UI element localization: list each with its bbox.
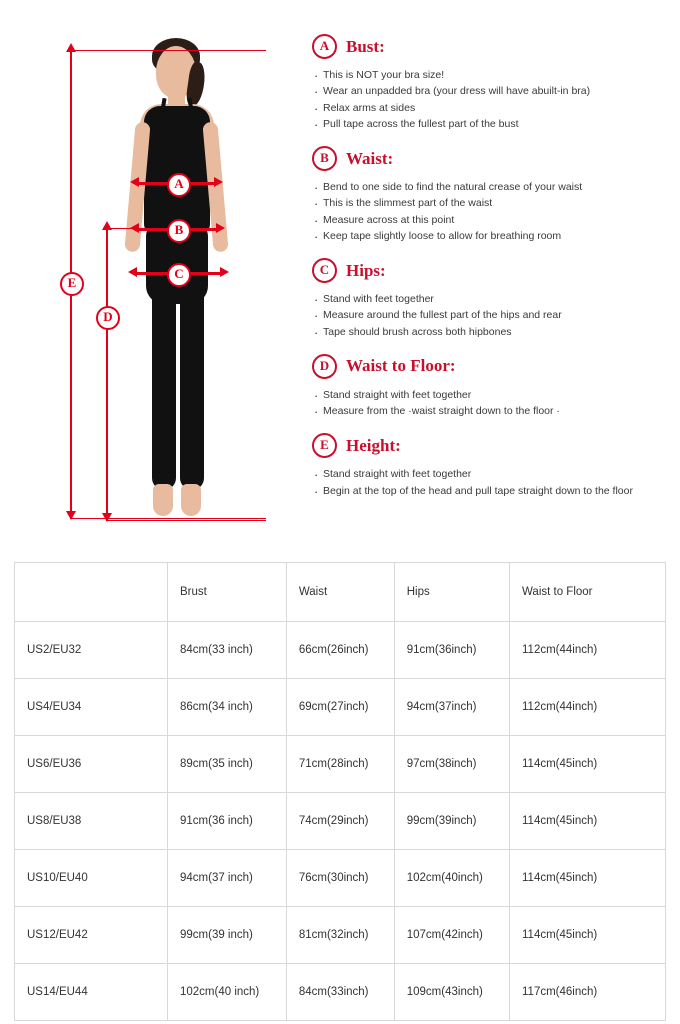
list-item: · Relax arms at sides — [312, 100, 668, 116]
cell-waist-to-floor: 112cm(44inch) — [510, 679, 666, 736]
title-waist: Waist: — [346, 148, 394, 168]
column-header-size — [15, 563, 168, 622]
cell-waist: 69cm(27inch) — [286, 679, 394, 736]
cell-waist: 66cm(26inch) — [286, 622, 394, 679]
bust-arrow-left-icon — [130, 177, 139, 187]
list-item: · This is the slimmest part of the waist — [312, 195, 668, 211]
figure-label-hips: C — [167, 263, 191, 287]
cell-waist: 76cm(30inch) — [286, 850, 394, 907]
column-header-bust: Brust — [168, 563, 287, 622]
figure-label-bust: A — [167, 173, 191, 197]
badge-waist: B — [312, 146, 337, 171]
cell-size: US10/EU40 — [15, 850, 168, 907]
cell-bust: 91cm(36 inch) — [168, 793, 287, 850]
badge-height: E — [312, 433, 337, 458]
list-item: · Stand with feet together — [312, 291, 668, 307]
list-item: · Stand straight with feet together — [312, 466, 668, 482]
table-row — [15, 964, 666, 1021]
figure-foot-left — [153, 484, 173, 516]
badge-hips: C — [312, 258, 337, 283]
figure-leg-right — [180, 290, 204, 490]
table-row — [15, 907, 666, 964]
bullets-hips — [312, 291, 668, 340]
figure-label-waist: B — [167, 219, 191, 243]
instruction-block-waist-to-floor — [312, 354, 668, 420]
instruction-head-bust — [312, 34, 668, 59]
instructions-column — [312, 34, 668, 513]
instruction-head-waist — [312, 146, 668, 171]
cell-bust: 99cm(39 inch) — [168, 907, 287, 964]
instruction-head-waist-to-floor — [312, 354, 668, 379]
cell-bust: 102cm(40 inch) — [168, 964, 287, 1021]
title-waist-to-floor: Waist to Floor: — [346, 356, 456, 376]
figure-label-height: E — [60, 272, 84, 296]
list-item: · Tape should brush across both hipbones — [312, 324, 668, 340]
cell-waist-to-floor: 114cm(45inch) — [510, 793, 666, 850]
table-row — [15, 622, 666, 679]
cell-hips: 99cm(39inch) — [394, 793, 509, 850]
figure-foot-right — [181, 484, 201, 516]
list-item: · Pull tape across the fullest part of the bust — [312, 116, 668, 132]
instruction-block-height — [312, 433, 668, 499]
bust-arrow-right-icon — [214, 177, 223, 187]
table-header-row — [15, 563, 666, 622]
hips-arrow-left-icon — [128, 267, 137, 277]
list-item: · Measure across at this point — [312, 212, 668, 228]
cell-bust: 84cm(33 inch) — [168, 622, 287, 679]
table-row — [15, 793, 666, 850]
badge-waist-to-floor: D — [312, 354, 337, 379]
cell-waist: 74cm(29inch) — [286, 793, 394, 850]
list-item: · Measure from the ·waist straight down to the floor · — [312, 403, 668, 419]
cell-size: US2/EU32 — [15, 622, 168, 679]
instruction-block-waist — [312, 146, 668, 244]
waist-to-floor-tick-top — [106, 228, 140, 229]
column-header-hips: Hips — [394, 563, 509, 622]
cell-size: US6/EU36 — [15, 736, 168, 793]
list-item: · Bend to one side to find the natural crease of your waist — [312, 179, 668, 195]
figure-leg-left — [152, 290, 176, 490]
bullets-height — [312, 466, 668, 499]
cell-size: US8/EU38 — [15, 793, 168, 850]
cell-hips: 107cm(42inch) — [394, 907, 509, 964]
cell-waist: 81cm(32inch) — [286, 907, 394, 964]
figure-label-waist-to-floor: D — [96, 306, 120, 330]
cell-waist-to-floor: 112cm(44inch) — [510, 622, 666, 679]
cell-size: US12/EU42 — [15, 907, 168, 964]
instruction-head-hips — [312, 258, 668, 283]
cell-waist-to-floor: 114cm(45inch) — [510, 850, 666, 907]
cell-bust: 86cm(34 inch) — [168, 679, 287, 736]
cell-size: US14/EU44 — [15, 964, 168, 1021]
list-item: · Measure around the fullest part of the hips and rear — [312, 307, 668, 323]
bullets-bust — [312, 67, 668, 132]
list-item: · Begin at the top of the head and pull tape straight down to the floor — [312, 483, 668, 499]
cell-hips: 97cm(38inch) — [394, 736, 509, 793]
waist-to-floor-tick-bottom — [106, 520, 266, 521]
table-row — [15, 736, 666, 793]
cell-hips: 102cm(40inch) — [394, 850, 509, 907]
cell-hips: 91cm(36inch) — [394, 622, 509, 679]
list-item: · Stand straight with feet together — [312, 387, 668, 403]
bullets-waist — [312, 179, 668, 244]
instruction-block-bust — [312, 34, 668, 132]
list-item: · This is NOT your bra size! — [312, 67, 668, 83]
cell-waist-to-floor: 117cm(46inch) — [510, 964, 666, 1021]
table-row — [15, 850, 666, 907]
column-header-waist-to-floor: Waist to Floor — [510, 563, 666, 622]
figure-chest — [148, 120, 206, 144]
cell-waist-to-floor: 114cm(45inch) — [510, 736, 666, 793]
cell-hips: 94cm(37inch) — [394, 679, 509, 736]
cell-waist: 71cm(28inch) — [286, 736, 394, 793]
height-tick-top — [70, 50, 266, 51]
cell-waist: 84cm(33inch) — [286, 964, 394, 1021]
cell-size: US4/EU34 — [15, 679, 168, 736]
cell-bust: 89cm(35 inch) — [168, 736, 287, 793]
badge-bust: A — [312, 34, 337, 59]
cell-bust: 94cm(37 inch) — [168, 850, 287, 907]
table-row — [15, 679, 666, 736]
cell-hips: 109cm(43inch) — [394, 964, 509, 1021]
bullets-waist-to-floor — [312, 387, 668, 420]
title-hips: Hips: — [346, 260, 386, 280]
title-height: Height: — [346, 435, 401, 455]
hips-arrow-right-icon — [220, 267, 229, 277]
size-chart-table — [14, 562, 666, 1021]
list-item: · Wear an unpadded bra (your dress will have abuilt-in bra) — [312, 83, 668, 99]
list-item: · Keep tape slightly loose to allow for breathing room — [312, 228, 668, 244]
height-tick-bottom — [70, 518, 266, 519]
waist-to-floor-rule — [106, 228, 108, 520]
column-header-waist: Waist — [286, 563, 394, 622]
model-figure — [60, 10, 290, 550]
title-bust: Bust: — [346, 36, 385, 56]
instruction-block-hips — [312, 258, 668, 340]
instruction-head-height — [312, 433, 668, 458]
cell-waist-to-floor: 114cm(45inch) — [510, 907, 666, 964]
waist-arrow-right-icon — [216, 223, 225, 233]
